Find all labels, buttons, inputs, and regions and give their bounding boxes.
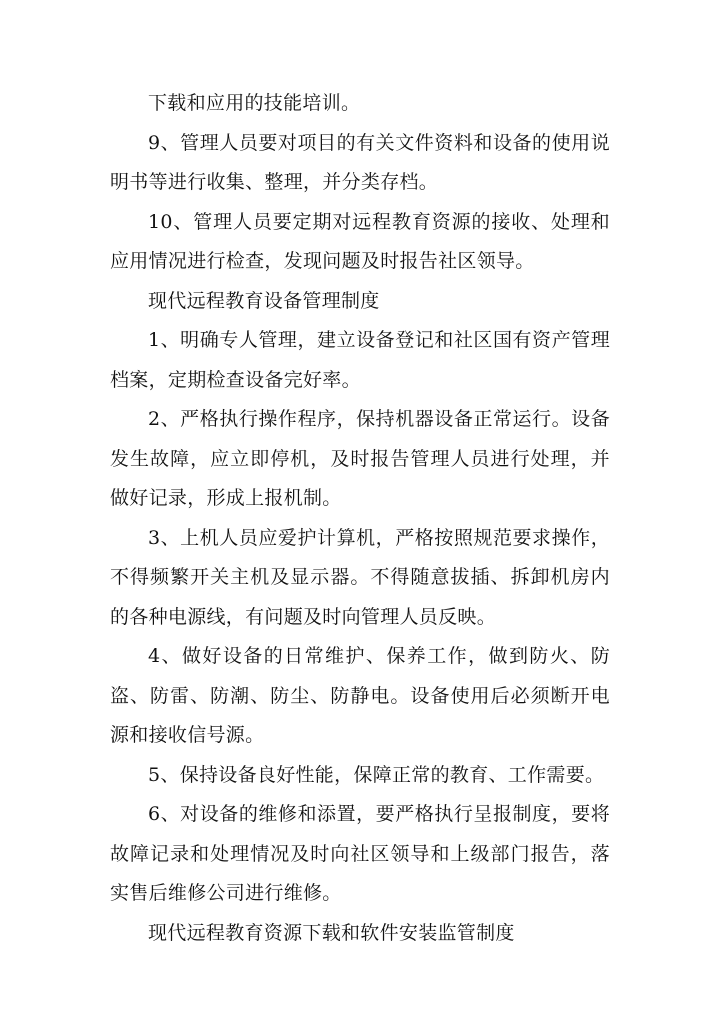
paragraph-item-9: 9、管理人员要对项目的有关文件资料和设备的使用说明书等进行收集、整理，并分类存档。 bbox=[110, 131, 610, 193]
paragraph-item-10: 10、管理人员要定期对远程教育资源的接收、处理和应用情况进行检查，发现问题及时报告社区领导。 bbox=[110, 210, 610, 272]
paragraph-equipment-2: 2、严格执行操作程序，保持机器设备正常运行。设备发生故障，应立即停机，及时报告管理人员进行处理，并做好记录，形成上报机制。 bbox=[110, 408, 610, 509]
paragraph-equipment-6: 6、对设备的维修和添置，要严格执行呈报制度，要将故障记录和处理情况及时向社区领导和上级部门报告，落实售后维修公司进行维修。 bbox=[110, 803, 610, 904]
paragraph-equipment-1: 1、明确专人管理，建立设备登记和社区国有资产管理档案，定期检查设备完好率。 bbox=[110, 329, 610, 391]
section-heading-download: 现代远程教育资源下载和软件安装监管制度 bbox=[148, 921, 515, 944]
section-heading-equipment: 现代远程教育设备管理制度 bbox=[148, 289, 380, 312]
paragraph-training: 下载和应用的技能培训。 bbox=[148, 92, 361, 114]
paragraph-equipment-5: 5、保持设备良好性能，保障正常的教育、工作需要。 bbox=[148, 763, 605, 786]
document-body bbox=[110, 84, 610, 953]
paragraph-equipment-4: 4、做好设备的日常维护、保养工作，做到防火、防盗、防雷、防潮、防尘、防静电。设备使用后必须断开电源和接收信号源。 bbox=[110, 645, 610, 746]
paragraph-equipment-3: 3、上机人员应爱护计算机，严格按照规范要求操作，不得频繁开关主机及显示器。不得随意拔插、拆卸机房内的各种电源线，有问题及时向管理人员反映。 bbox=[110, 526, 610, 628]
